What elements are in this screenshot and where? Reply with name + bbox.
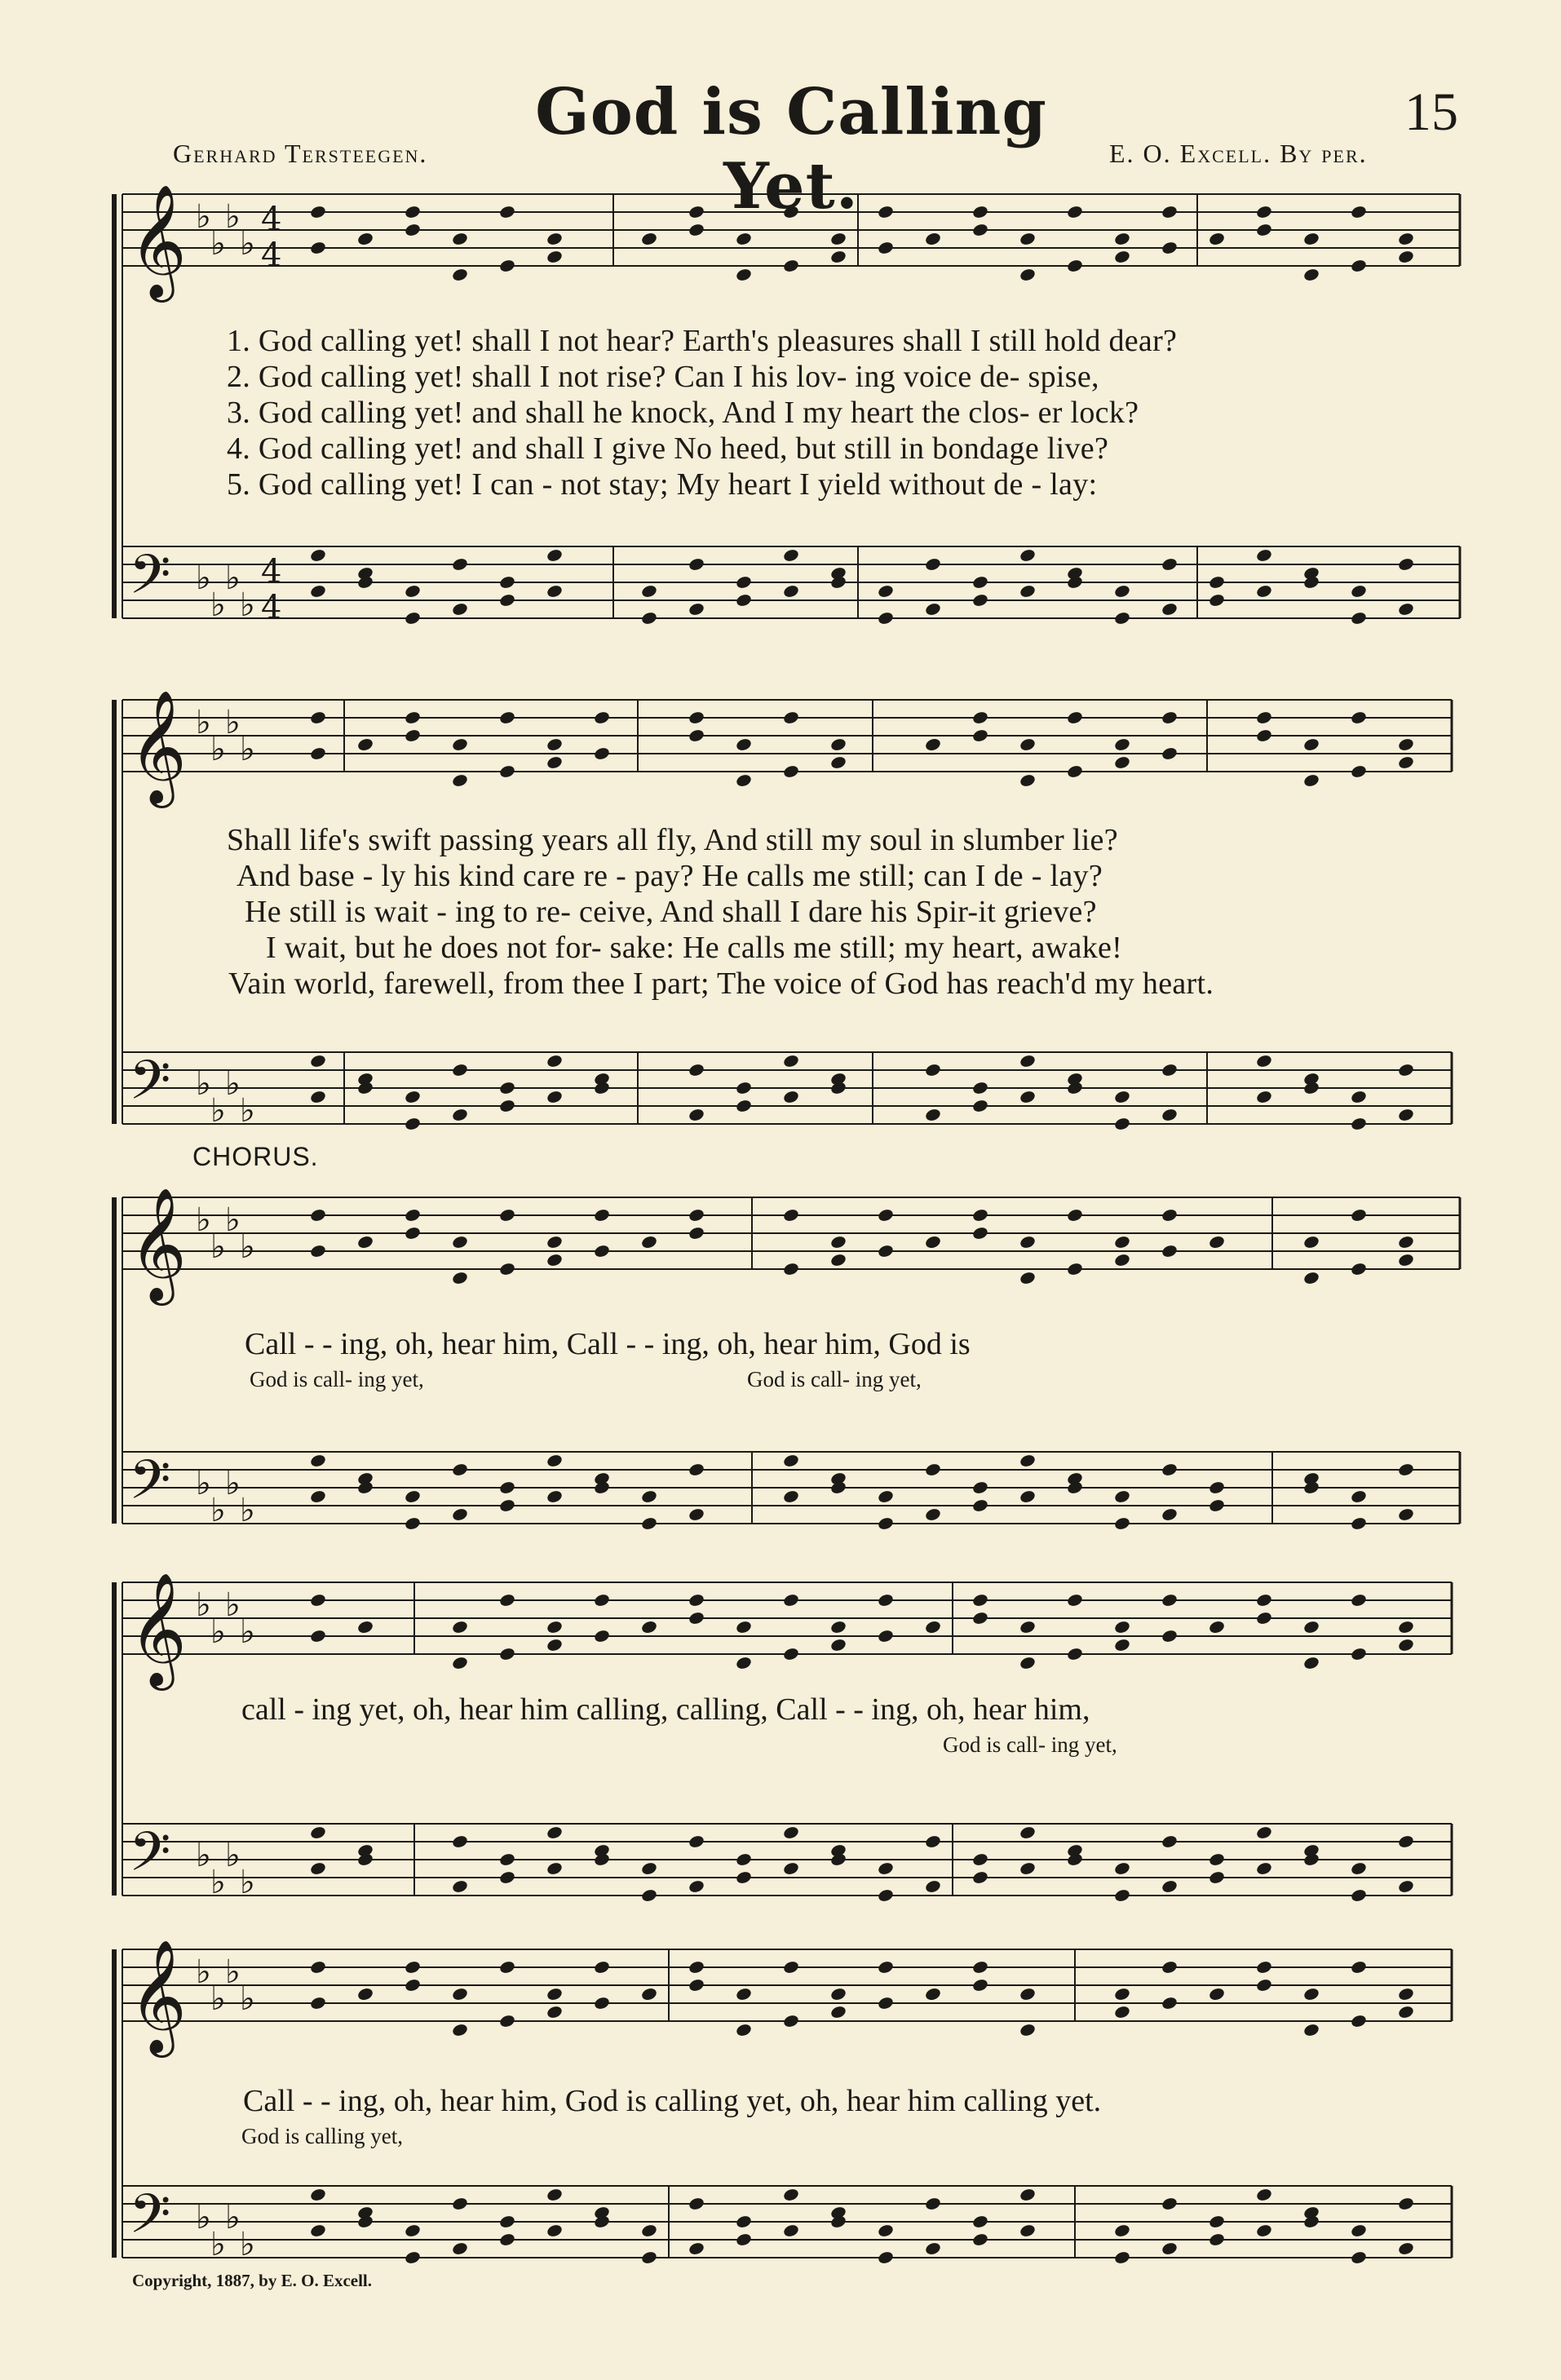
note-heads [309, 205, 1415, 2266]
svg-text:♭: ♭ [196, 704, 211, 741]
hymn-title: God is Calling Yet. [535, 75, 1047, 223]
verse-line-1a: 1. God calling yet! shall I not hear? Earth's pleasures shall I still hold dear? [227, 324, 1178, 358]
svg-text:♭: ♭ [225, 1201, 241, 1239]
svg-text:♭: ♭ [210, 586, 226, 624]
svg-text:♭: ♭ [225, 1065, 241, 1103]
svg-text:♭: ♭ [240, 1864, 255, 1901]
verse-line-5b: Vain world, farewell, from thee I part; The voice of God has reach'd my heart. [228, 967, 1214, 1001]
svg-text:♭: ♭ [210, 1613, 226, 1651]
chorus-alto-lyric-3: God is calling yet, [241, 2124, 403, 2148]
svg-text:♭: ♭ [196, 1201, 211, 1239]
svg-text:♭: ♭ [225, 1465, 241, 1502]
verse-line-3b: He still is wait - ing to re- ceive, And shall I dare his Spir-it grieve? [245, 895, 1097, 929]
svg-text:♭: ♭ [240, 1228, 255, 1266]
svg-text:♭: ♭ [225, 198, 241, 236]
svg-text:♭: ♭ [210, 731, 226, 768]
svg-text:♭: ♭ [240, 1492, 255, 1529]
svg-text:𝄢: 𝄢 [129, 543, 171, 619]
verse-line-4b: I wait, but he does not for- sake: He calls me still; my heart, awake! [266, 931, 1123, 965]
svg-text:♭: ♭ [196, 2199, 211, 2236]
verse-line-5a: 5. God calling yet! I can - not stay; My heart I yield without de - lay: [227, 467, 1098, 502]
svg-text:𝄞: 𝄞 [129, 1188, 187, 1301]
svg-text:♭: ♭ [210, 1092, 226, 1130]
svg-text:♭: ♭ [240, 1613, 255, 1651]
author-credit: Gerhard Tersteegen. [173, 139, 428, 168]
svg-text:♭: ♭ [196, 1953, 211, 1991]
verse-line-3a: 3. God calling yet! and shall he knock, And I my heart the clos- er lock? [227, 396, 1139, 430]
svg-text:♭: ♭ [225, 1586, 241, 1624]
svg-text:♭: ♭ [240, 2226, 255, 2263]
svg-text:𝄞: 𝄞 [129, 1573, 187, 1686]
svg-text:♭: ♭ [225, 704, 241, 741]
svg-text:♭: ♭ [240, 1980, 255, 2018]
composer-credit: E. O. Excell. By per. [1109, 139, 1368, 168]
chorus-alto-lyric-2: God is call- ing yet, [943, 1732, 1117, 1757]
staff-lines [114, 194, 1460, 2258]
svg-text:4: 4 [261, 589, 282, 626]
svg-text:♭: ♭ [240, 1092, 255, 1130]
verse-line-1b: Shall life's swift passing years all fly, And still my soul in slumber lie? [227, 823, 1118, 857]
svg-text:♭: ♭ [196, 1465, 211, 1502]
svg-text:𝄢: 𝄢 [129, 2183, 171, 2258]
chorus-alto-lyric-1a: God is call- ing yet, [250, 1367, 424, 1391]
svg-text:♭: ♭ [196, 1065, 211, 1103]
svg-text:♭: ♭ [196, 1586, 211, 1624]
svg-text:𝄢: 𝄢 [129, 1049, 171, 1125]
svg-text:♭: ♭ [240, 586, 255, 624]
svg-text:♭: ♭ [210, 2226, 226, 2263]
svg-text:♭: ♭ [196, 560, 211, 597]
svg-text:4: 4 [261, 553, 282, 591]
svg-text:𝄞: 𝄞 [129, 184, 187, 298]
svg-text:♭: ♭ [196, 1837, 211, 1874]
svg-text:♭: ♭ [240, 731, 255, 768]
svg-text:♭: ♭ [225, 560, 241, 597]
svg-text:♭: ♭ [225, 2199, 241, 2236]
svg-text:♭: ♭ [210, 225, 226, 263]
chorus-lyric-1: Call - - ing, oh, hear him, Call - - ing, oh, hear him, God is [245, 1327, 971, 1361]
svg-text:♭: ♭ [196, 198, 211, 236]
svg-text:♭: ♭ [240, 225, 255, 263]
svg-text:𝄢: 𝄢 [129, 1820, 171, 1896]
svg-text:𝄞: 𝄞 [129, 690, 187, 803]
svg-text:♭: ♭ [210, 1228, 226, 1266]
chorus-label: CHORUS. [192, 1142, 319, 1171]
svg-text:♭: ♭ [225, 1837, 241, 1874]
svg-text:♭: ♭ [225, 1953, 241, 1991]
verse-line-2a: 2. God calling yet! shall I not rise? Can I his lov- ing voice de- spise, [227, 360, 1099, 394]
svg-text:𝄞: 𝄞 [129, 1940, 187, 2053]
page-number: 15 [1404, 82, 1458, 142]
chorus-lyric-2: call - ing yet, oh, hear him calling, calling, Call - - ing, oh, hear him, [241, 1692, 1090, 1727]
svg-text:𝄢: 𝄢 [129, 1449, 171, 1524]
svg-text:4: 4 [261, 201, 282, 238]
chorus-alto-lyric-1b: God is call- ing yet, [747, 1367, 922, 1391]
svg-text:♭: ♭ [210, 1492, 226, 1529]
verse-line-4a: 4. God calling yet! and shall I give No heed, but still in bondage live? [227, 431, 1109, 466]
verse-line-2b: And base - ly his kind care re - pay? He calls me still; can I de - lay? [237, 859, 1103, 893]
svg-text:4: 4 [261, 237, 282, 274]
svg-text:♭: ♭ [210, 1980, 226, 2018]
svg-text:♭: ♭ [210, 1864, 226, 1901]
chorus-lyric-3: Call - - ing, oh, hear him, God is calling yet, oh, hear him calling yet. [243, 2084, 1102, 2118]
copyright-notice: Copyright, 1887, by E. O. Excell. [132, 2271, 373, 2290]
